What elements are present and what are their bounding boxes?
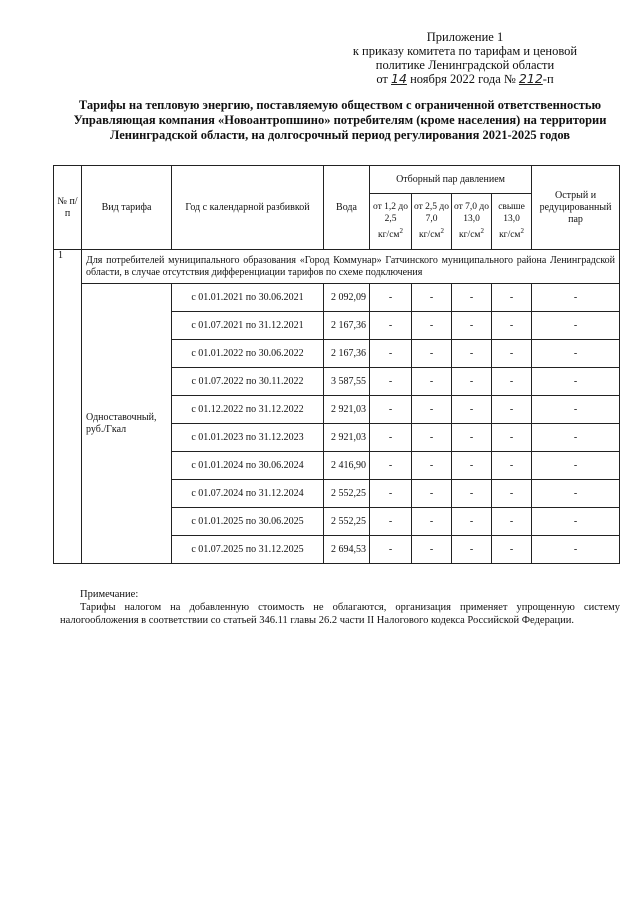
empty-value-cell: - [412, 480, 452, 508]
empty-value-cell: - [412, 536, 452, 564]
empty-value-cell: - [370, 452, 412, 480]
period-cell: с 01.01.2022 по 30.06.2022 [172, 340, 324, 368]
water-tariff-cell: 2 092,09 [324, 284, 370, 312]
header-steam-col [492, 194, 532, 250]
empty-value-cell: - [452, 508, 492, 536]
empty-value-cell: - [412, 368, 452, 396]
period-cell: с 01.07.2021 по 31.12.2021 [172, 312, 324, 340]
empty-value-cell: - [370, 368, 412, 396]
header-steam-col [370, 194, 412, 250]
empty-value-cell: - [492, 312, 532, 340]
steam-unit: кг/см [419, 230, 441, 241]
header-steam-col [452, 194, 492, 250]
empty-value-cell: - [412, 340, 452, 368]
empty-value-cell: - [492, 424, 532, 452]
appendix-title: Приложение 1 [426, 30, 504, 44]
steam-range: от 1,2 до 2,5 [373, 202, 408, 225]
document-title: Тарифы на тепловую энергию, поставляемую обществом с ограниченной ответственностью Управляющая компания «Новоантропшино» потребителям (кроме населения) на территории Ленинградской области, на долгосрочный период регулирования 2021-2025 годов [73, 98, 607, 142]
tariff-table [53, 165, 620, 564]
water-tariff-cell: 2 167,36 [324, 340, 370, 368]
header-num: № п/п [54, 166, 82, 250]
empty-value-cell: - [452, 368, 492, 396]
table-row [54, 284, 620, 312]
empty-value-cell: - [532, 508, 620, 536]
water-tariff-cell: 2 921,03 [324, 424, 370, 452]
steam-unit-exponent: 2 [520, 227, 524, 236]
empty-value-cell: - [452, 340, 492, 368]
order-suffix: -п [542, 72, 554, 86]
header-steam-col [412, 194, 452, 250]
empty-value-cell: - [412, 452, 452, 480]
empty-value-cell: - [370, 480, 412, 508]
empty-value-cell: - [532, 396, 620, 424]
consumer-group-label: Для потребителей муниципального образования «Город Коммунар» Гатчинского муниципального района Ленинградской области, в случае отсутствия дифференциации тарифов по схеме подключения [82, 250, 620, 284]
empty-value-cell: - [412, 284, 452, 312]
header-water: Вода [324, 166, 370, 250]
empty-value-cell: - [532, 452, 620, 480]
date-prefix: от [376, 72, 388, 86]
empty-value-cell: - [412, 396, 452, 424]
water-tariff-cell: 2 552,25 [324, 480, 370, 508]
appendix-date-line [330, 72, 600, 86]
header-tariff-type: Вид тарифа [82, 166, 172, 250]
period-cell: с 01.01.2025 по 30.06.2025 [172, 508, 324, 536]
empty-value-cell: - [370, 312, 412, 340]
empty-value-cell: - [492, 368, 532, 396]
empty-value-cell: - [532, 312, 620, 340]
period-cell: с 01.12.2022 по 31.12.2022 [172, 396, 324, 424]
empty-value-cell: - [412, 312, 452, 340]
steam-range: от 2,5 до 7,0 [414, 202, 449, 225]
appendix-order-line: к приказу комитета по тарифам и ценовой [352, 44, 578, 58]
empty-value-cell: - [532, 368, 620, 396]
water-tariff-cell: 2 694,53 [324, 536, 370, 564]
period-cell: с 01.07.2025 по 31.12.2025 [172, 536, 324, 564]
empty-value-cell: - [532, 284, 620, 312]
steam-range: свыше 13,0 [498, 202, 525, 225]
notes-text: Тарифы налогом на добавленную стоимость не облагаются, организация применяет упрощенную систему налогообложения в соответствии со статьей 346.11 главы 26.2 части II Налогового кодекса Российской Федерации. [60, 602, 620, 626]
empty-value-cell: - [492, 480, 532, 508]
empty-value-cell: - [492, 396, 532, 424]
water-tariff-cell: 3 587,55 [324, 368, 370, 396]
empty-value-cell: - [370, 536, 412, 564]
steam-unit-exponent: 2 [480, 227, 484, 236]
empty-value-cell: - [532, 536, 620, 564]
steam-unit-exponent: 2 [440, 227, 444, 236]
empty-value-cell: - [452, 424, 492, 452]
header-sharp-steam: Острый и редуцированный пар [532, 166, 620, 250]
notes-section [60, 588, 620, 627]
appendix-committee-line: политике Ленинградской области [375, 58, 555, 72]
water-tariff-cell: 2 416,90 [324, 452, 370, 480]
header-steam-group: Отборный пар давлением [370, 166, 532, 194]
empty-value-cell: - [452, 396, 492, 424]
steam-unit: кг/см [459, 230, 481, 241]
handwritten-order-number: 212 [518, 71, 543, 86]
period-cell: с 01.07.2024 по 31.12.2024 [172, 480, 324, 508]
empty-value-cell: - [452, 536, 492, 564]
empty-value-cell: - [412, 508, 452, 536]
handwritten-day: 14 [391, 71, 407, 86]
period-cell: с 01.07.2022 по 30.11.2022 [172, 368, 324, 396]
empty-value-cell: - [532, 424, 620, 452]
empty-value-cell: - [370, 340, 412, 368]
steam-unit: кг/см [499, 230, 521, 241]
water-tariff-cell: 2 552,25 [324, 508, 370, 536]
empty-value-cell: - [492, 284, 532, 312]
empty-value-cell: - [492, 508, 532, 536]
tariff-type-cell: Одноставочный, руб./Гкал [82, 284, 172, 564]
date-month-year: ноября 2022 года № [410, 72, 516, 86]
header-year: Год с календарной разбивкой [172, 166, 324, 250]
row-number: 1 [54, 250, 82, 564]
empty-value-cell: - [370, 508, 412, 536]
notes-heading: Примечание: [80, 589, 139, 600]
empty-value-cell: - [492, 340, 532, 368]
appendix-header [330, 30, 600, 86]
steam-unit: кг/см [378, 230, 400, 241]
empty-value-cell: - [370, 396, 412, 424]
empty-value-cell: - [412, 424, 452, 452]
water-tariff-cell: 2 921,03 [324, 396, 370, 424]
empty-value-cell: - [532, 480, 620, 508]
empty-value-cell: - [492, 536, 532, 564]
water-tariff-cell: 2 167,36 [324, 312, 370, 340]
empty-value-cell: - [452, 452, 492, 480]
period-cell: с 01.01.2021 по 30.06.2021 [172, 284, 324, 312]
empty-value-cell: - [370, 424, 412, 452]
empty-value-cell: - [492, 452, 532, 480]
empty-value-cell: - [370, 284, 412, 312]
empty-value-cell: - [452, 480, 492, 508]
period-cell: с 01.01.2023 по 31.12.2023 [172, 424, 324, 452]
empty-value-cell: - [532, 340, 620, 368]
period-cell: с 01.01.2024 по 30.06.2024 [172, 452, 324, 480]
steam-range: от 7,0 до 13,0 [454, 202, 489, 225]
empty-value-cell: - [452, 284, 492, 312]
empty-value-cell: - [452, 312, 492, 340]
steam-unit-exponent: 2 [399, 227, 403, 236]
